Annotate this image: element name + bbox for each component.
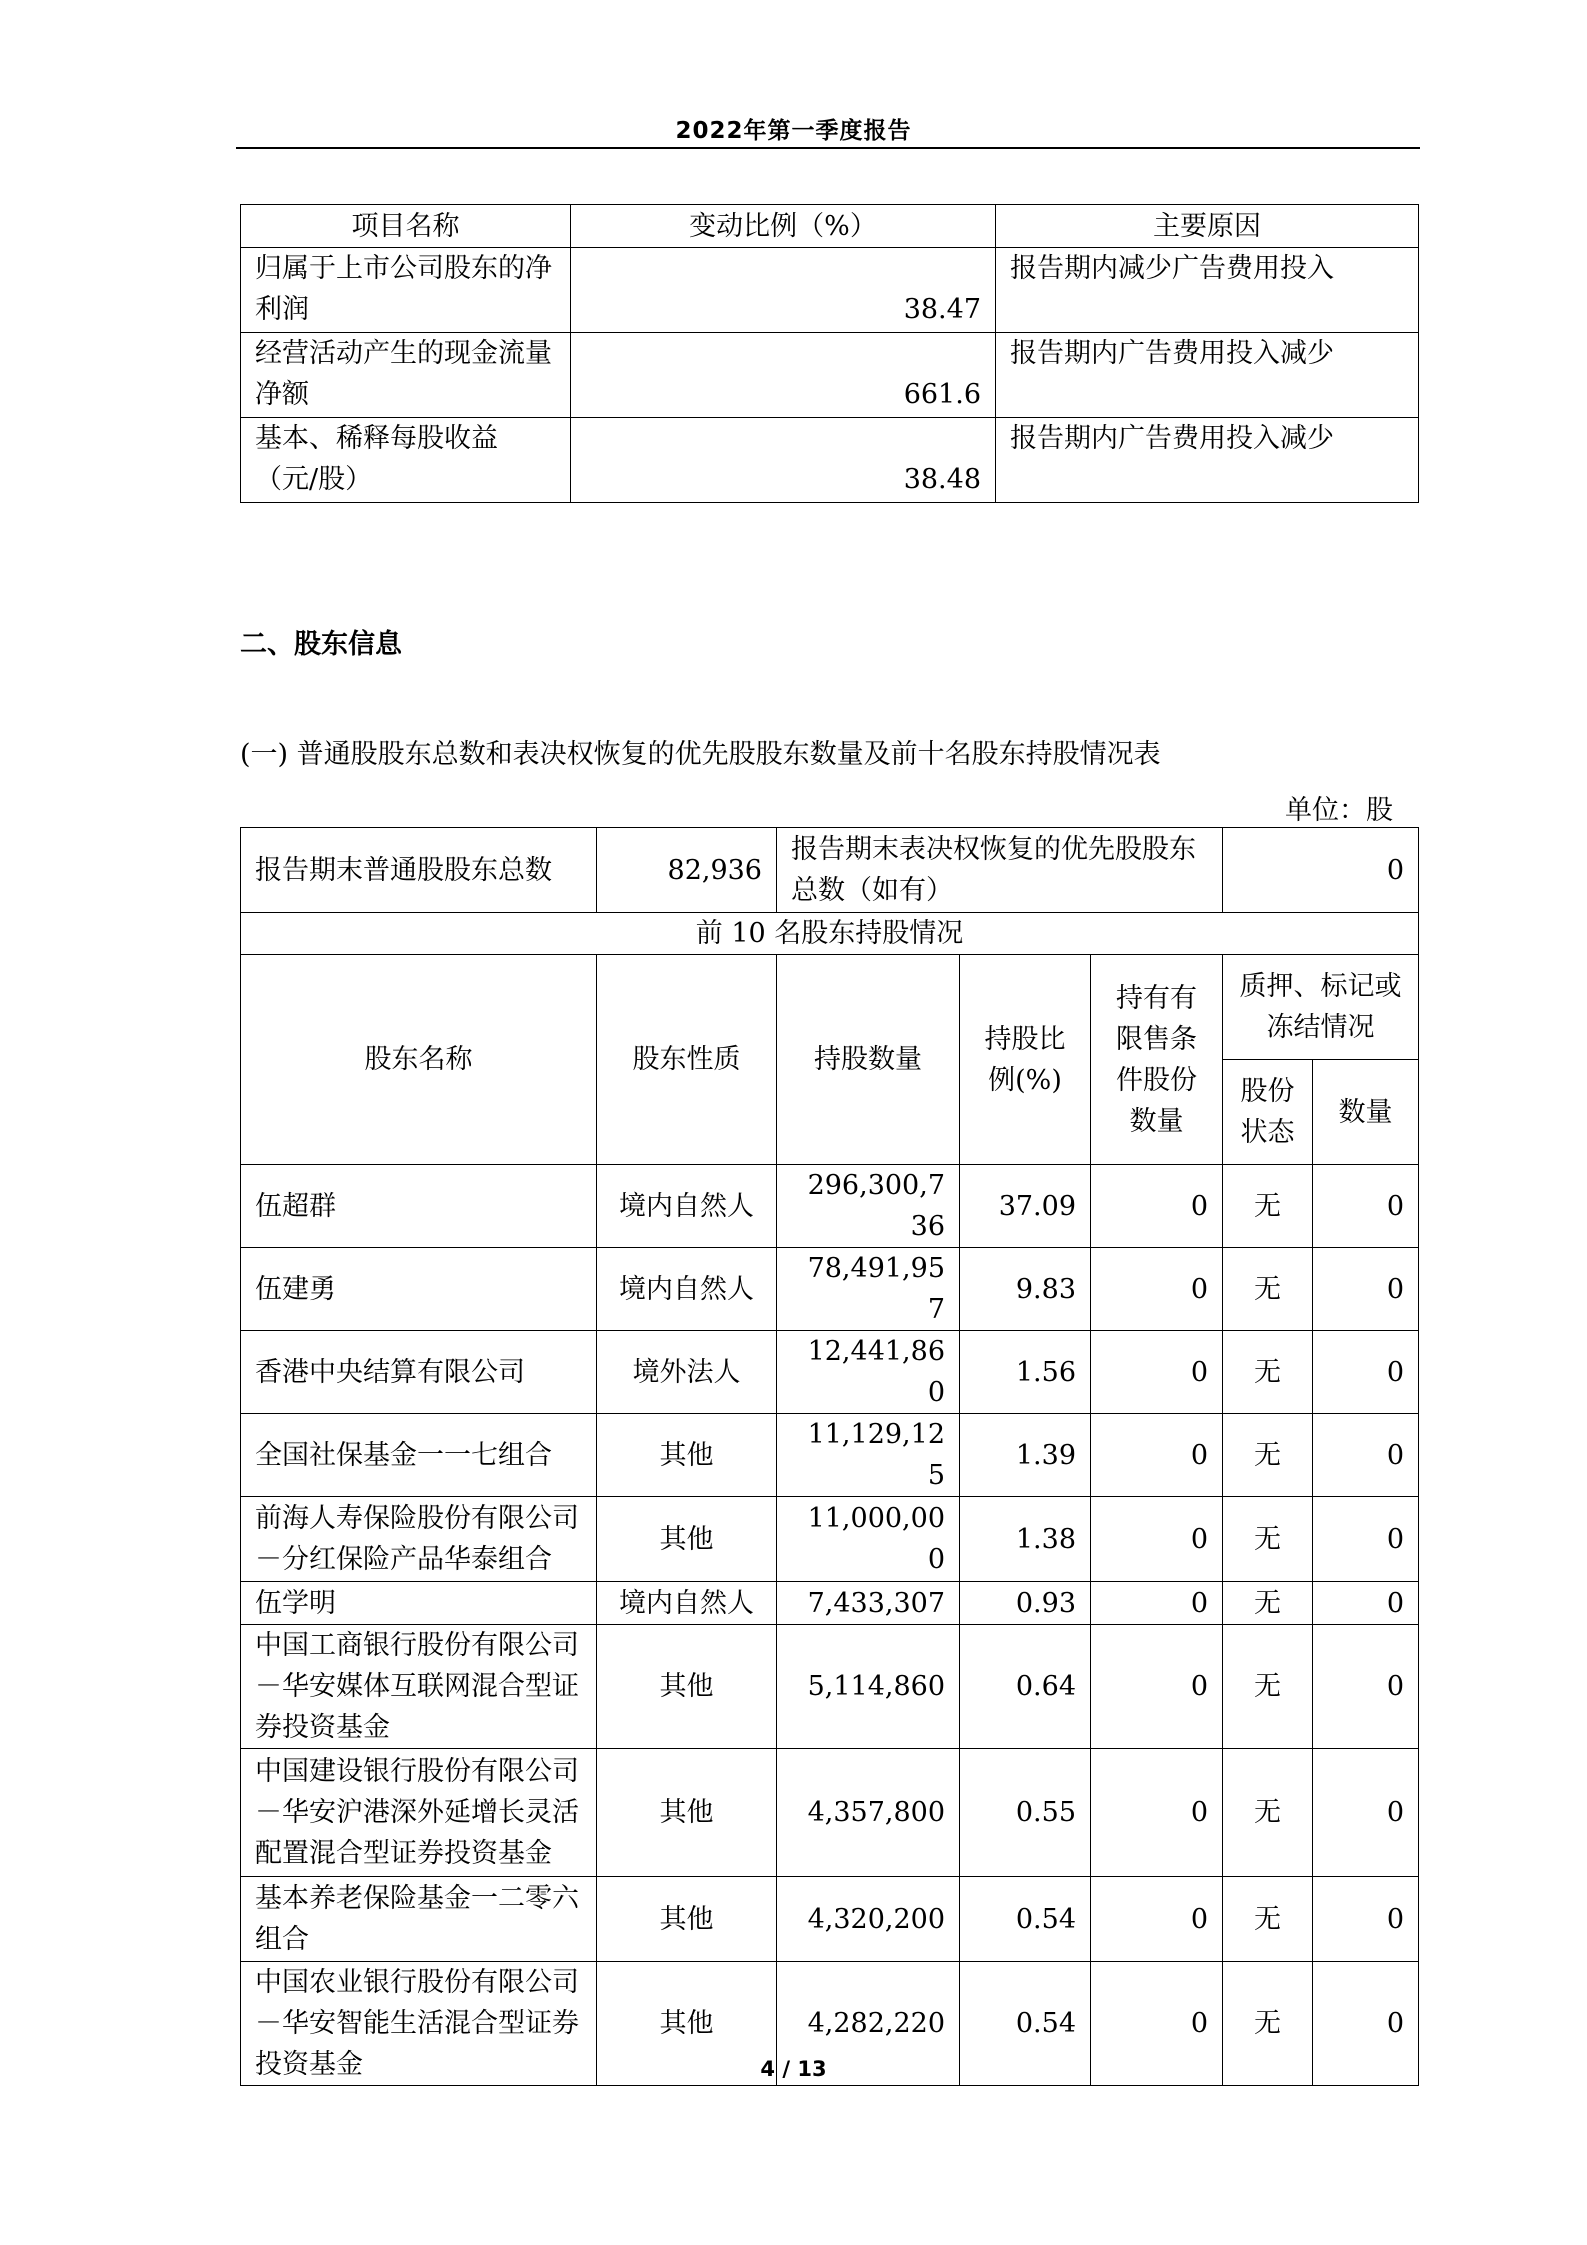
- table-row: [241, 1331, 1419, 1414]
- table-row: [241, 1414, 1419, 1497]
- item-cell: 归属于上市公司股东的净利润: [241, 248, 571, 333]
- ratio-cell: 38.47: [571, 248, 996, 333]
- holder-nature-cell: 其他: [597, 1414, 777, 1497]
- holder-restricted-cell: 0: [1091, 1625, 1223, 1749]
- pledge-status-cell: 无: [1223, 1248, 1313, 1331]
- column-header: 持有有限售条件股份数量: [1091, 955, 1223, 1165]
- table-row: [241, 418, 1419, 503]
- holder-name-cell: 中国建设银行股份有限公司－华安沪港深外延增长灵活配置混合型证券投资基金: [241, 1749, 597, 1877]
- holder-name-cell: 伍超群: [241, 1165, 597, 1248]
- table-row: [241, 1749, 1419, 1877]
- reason-cell: 报告期内广告费用投入减少: [996, 333, 1419, 418]
- holder-shares-cell: 4,357,800: [777, 1749, 960, 1877]
- holder-nature-cell: 其他: [597, 1749, 777, 1877]
- table-row: [241, 1248, 1419, 1331]
- holder-ratio-cell: 0.64: [960, 1625, 1091, 1749]
- holder-restricted-cell: 0: [1091, 1877, 1223, 1962]
- holder-ratio-cell: 0.54: [960, 1962, 1091, 2086]
- pref-holders-label: 报告期末表决权恢复的优先股股东总数（如有）: [777, 828, 1223, 913]
- holder-nature-cell: 其他: [597, 1625, 777, 1749]
- table-row: [241, 1582, 1419, 1625]
- change-reason-table: [240, 204, 1419, 503]
- pledge-count-cell: 0: [1313, 1962, 1419, 2086]
- reason-cell: 报告期内减少广告费用投入: [996, 248, 1419, 333]
- holder-shares-cell: 11,129,125: [777, 1414, 960, 1497]
- holder-nature-cell: 境内自然人: [597, 1165, 777, 1248]
- item-cell: 基本、稀释每股收益（元/股）: [241, 418, 571, 503]
- holder-shares-cell: 296,300,736: [777, 1165, 960, 1248]
- column-header: 变动比例（%）: [571, 205, 996, 248]
- pledge-status-cell: 无: [1223, 1414, 1313, 1497]
- table-row: [241, 333, 1419, 418]
- pledge-count-cell: 0: [1313, 1414, 1419, 1497]
- summary-row: [241, 828, 1419, 913]
- holder-nature-cell: 其他: [597, 1877, 777, 1962]
- pledge-count-cell: 0: [1313, 1625, 1419, 1749]
- holder-restricted-cell: 0: [1091, 1582, 1223, 1625]
- section-heading: 二、股东信息: [240, 629, 402, 660]
- column-header: 持股数量: [777, 955, 960, 1165]
- column-header: 质押、标记或冻结情况: [1223, 955, 1419, 1060]
- total-holders-label: 报告期末普通股股东总数: [241, 828, 597, 913]
- holder-restricted-cell: 0: [1091, 1165, 1223, 1248]
- header-divider: [236, 147, 1420, 149]
- column-header: 主要原因: [996, 205, 1419, 248]
- holder-name-cell: 伍建勇: [241, 1248, 597, 1331]
- pledge-count-cell: 0: [1313, 1248, 1419, 1331]
- holder-name-cell: 基本养老保险基金一二零六组合: [241, 1877, 597, 1962]
- holder-restricted-cell: 0: [1091, 1331, 1223, 1414]
- pledge-count-cell: 0: [1313, 1331, 1419, 1414]
- holder-nature-cell: 其他: [597, 1497, 777, 1582]
- pledge-status-cell: 无: [1223, 1749, 1313, 1877]
- pledge-status-cell: 无: [1223, 1331, 1313, 1414]
- ratio-cell: 38.48: [571, 418, 996, 503]
- holder-ratio-cell: 1.38: [960, 1497, 1091, 1582]
- report-title: 2022年第一季度报告: [675, 118, 912, 144]
- holder-restricted-cell: 0: [1091, 1962, 1223, 2086]
- holder-name-cell: 中国农业银行股份有限公司－华安智能生活混合型证券投资基金: [241, 1962, 597, 2086]
- column-header: 股东性质: [597, 955, 777, 1165]
- holder-shares-cell: 5,114,860: [777, 1625, 960, 1749]
- holder-shares-cell: 4,320,200: [777, 1877, 960, 1962]
- table-header-row: [241, 205, 1419, 248]
- holder-nature-cell: 其他: [597, 1962, 777, 2086]
- pledge-status-cell: 无: [1223, 1877, 1313, 1962]
- pledge-status-cell: 无: [1223, 1625, 1313, 1749]
- table-header-row: [241, 955, 1419, 1060]
- holder-name-cell: 全国社保基金一一七组合: [241, 1414, 597, 1497]
- item-cell: 经营活动产生的现金流量净额: [241, 333, 571, 418]
- holder-shares-cell: 7,433,307: [777, 1582, 960, 1625]
- pledge-count-cell: 0: [1313, 1165, 1419, 1248]
- column-header: 项目名称: [241, 205, 571, 248]
- page-number: 4 / 13: [760, 2057, 827, 2081]
- column-header: 数量: [1313, 1060, 1419, 1165]
- holder-shares-cell: 11,000,000: [777, 1497, 960, 1582]
- holder-shares-cell: 12,441,860: [777, 1331, 960, 1414]
- top10-title-row: [241, 913, 1419, 955]
- holder-nature-cell: 境内自然人: [597, 1582, 777, 1625]
- holder-shares-cell: 4,282,220: [777, 1962, 960, 2086]
- holder-ratio-cell: 9.83: [960, 1248, 1091, 1331]
- table-row: [241, 248, 1419, 333]
- column-header: 持股比例(%): [960, 955, 1091, 1165]
- table-row: [241, 1165, 1419, 1248]
- holder-restricted-cell: 0: [1091, 1749, 1223, 1877]
- reason-cell: 报告期内广告费用投入减少: [996, 418, 1419, 503]
- holder-ratio-cell: 0.54: [960, 1877, 1091, 1962]
- pledge-status-cell: 无: [1223, 1962, 1313, 2086]
- holder-ratio-cell: 0.55: [960, 1749, 1091, 1877]
- holder-ratio-cell: 1.56: [960, 1331, 1091, 1414]
- holder-ratio-cell: 0.93: [960, 1582, 1091, 1625]
- pledge-count-cell: 0: [1313, 1749, 1419, 1877]
- holder-nature-cell: 境外法人: [597, 1331, 777, 1414]
- table-row: [241, 1625, 1419, 1749]
- holder-ratio-cell: 1.39: [960, 1414, 1091, 1497]
- top10-title: 前 10 名股东持股情况: [241, 913, 1419, 955]
- table-row: [241, 1877, 1419, 1962]
- holder-nature-cell: 境内自然人: [597, 1248, 777, 1331]
- holder-ratio-cell: 37.09: [960, 1165, 1091, 1248]
- holder-restricted-cell: 0: [1091, 1248, 1223, 1331]
- table-row: [241, 1497, 1419, 1582]
- unit-label: 单位：股: [1285, 795, 1393, 826]
- shareholder-table: [240, 827, 1419, 2086]
- holder-restricted-cell: 0: [1091, 1414, 1223, 1497]
- column-header: 股份状态: [1223, 1060, 1313, 1165]
- ratio-cell: 661.6: [571, 333, 996, 418]
- pledge-status-cell: 无: [1223, 1165, 1313, 1248]
- holder-name-cell: 香港中央结算有限公司: [241, 1331, 597, 1414]
- total-holders-value: 82,936: [597, 828, 777, 913]
- holder-name-cell: 伍学明: [241, 1582, 597, 1625]
- holder-restricted-cell: 0: [1091, 1497, 1223, 1582]
- holder-shares-cell: 78,491,957: [777, 1248, 960, 1331]
- pledge-count-cell: 0: [1313, 1877, 1419, 1962]
- table-caption: (一) 普通股股东总数和表决权恢复的优先股股东数量及前十名股东持股情况表: [240, 739, 1161, 770]
- column-header: 股东名称: [241, 955, 597, 1165]
- pledge-count-cell: 0: [1313, 1497, 1419, 1582]
- pref-holders-value: 0: [1223, 828, 1419, 913]
- holder-name-cell: 中国工商银行股份有限公司－华安媒体互联网混合型证券投资基金: [241, 1625, 597, 1749]
- pledge-status-cell: 无: [1223, 1497, 1313, 1582]
- pledge-status-cell: 无: [1223, 1582, 1313, 1625]
- pledge-count-cell: 0: [1313, 1582, 1419, 1625]
- holder-name-cell: 前海人寿保险股份有限公司－分红保险产品华泰组合: [241, 1497, 597, 1582]
